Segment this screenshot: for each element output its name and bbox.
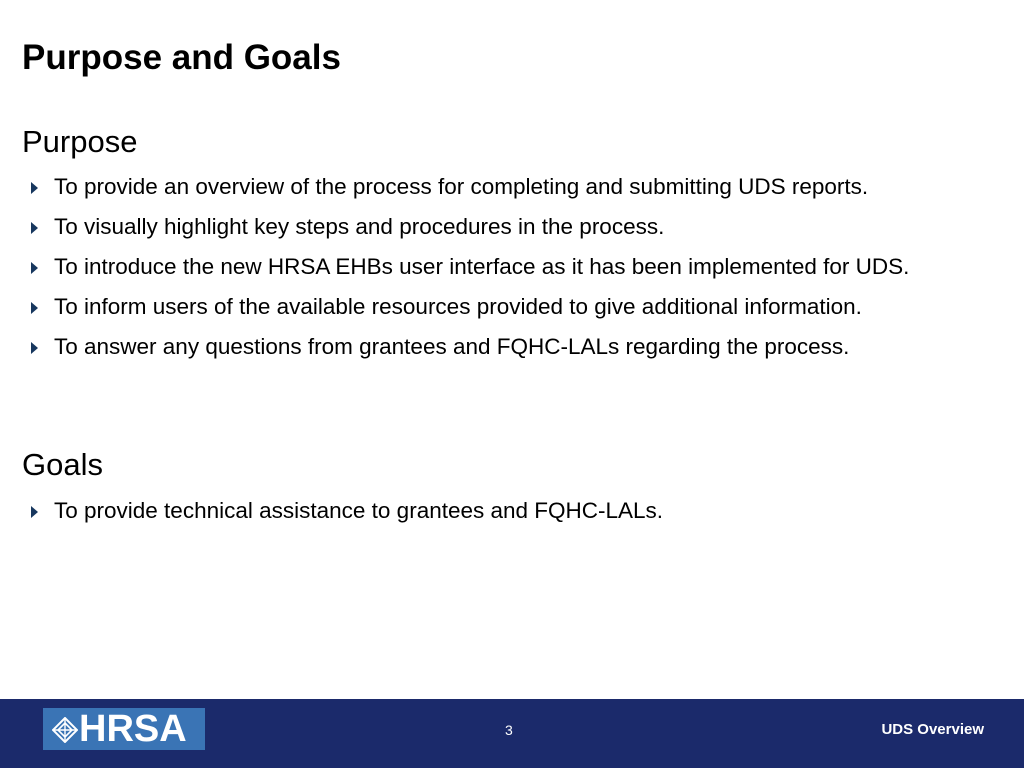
logo-text: HRSA (79, 708, 187, 750)
hrsa-emblem-icon (52, 717, 78, 743)
goals-heading: Goals (22, 447, 103, 482)
bullet-text: To introduce the new HRSA EHBs user interface as it has been implemented for UDS. (54, 254, 910, 279)
purpose-heading: Purpose (22, 124, 138, 159)
bullet-arrow-icon (31, 182, 38, 194)
bullet-text: To provide technical assistance to grantees and FQHC-LALs. (54, 498, 664, 523)
bullet-arrow-icon (31, 222, 38, 234)
bullet-text: To inform users of the available resources provided to give additional information. (54, 294, 862, 319)
slide-title: Purpose and Goals (22, 38, 341, 77)
bullet-text: To provide an overview of the process for completing and submitting UDS reports. (54, 174, 869, 199)
bullet-arrow-icon (31, 342, 38, 354)
page-number: 3 (505, 722, 513, 738)
footer-bar (0, 699, 1024, 768)
purpose-list (22, 172, 997, 372)
bullet-arrow-icon (31, 262, 38, 274)
purpose-list-item (22, 292, 997, 322)
bullet-arrow-icon (31, 302, 38, 314)
purpose-list-item (22, 212, 997, 242)
purpose-list-item (22, 332, 997, 362)
purpose-list-item (22, 172, 997, 202)
goals-list (22, 496, 997, 536)
goals-list-item (22, 496, 997, 526)
footer-title: UDS Overview (881, 721, 984, 738)
bullet-text: To answer any questions from grantees and FQHC-LALs regarding the process. (54, 334, 850, 359)
hrsa-logo (43, 708, 205, 750)
bullet-text: To visually highlight key steps and procedures in the process. (54, 214, 665, 239)
purpose-list-item (22, 252, 997, 282)
bullet-arrow-icon (31, 506, 38, 518)
